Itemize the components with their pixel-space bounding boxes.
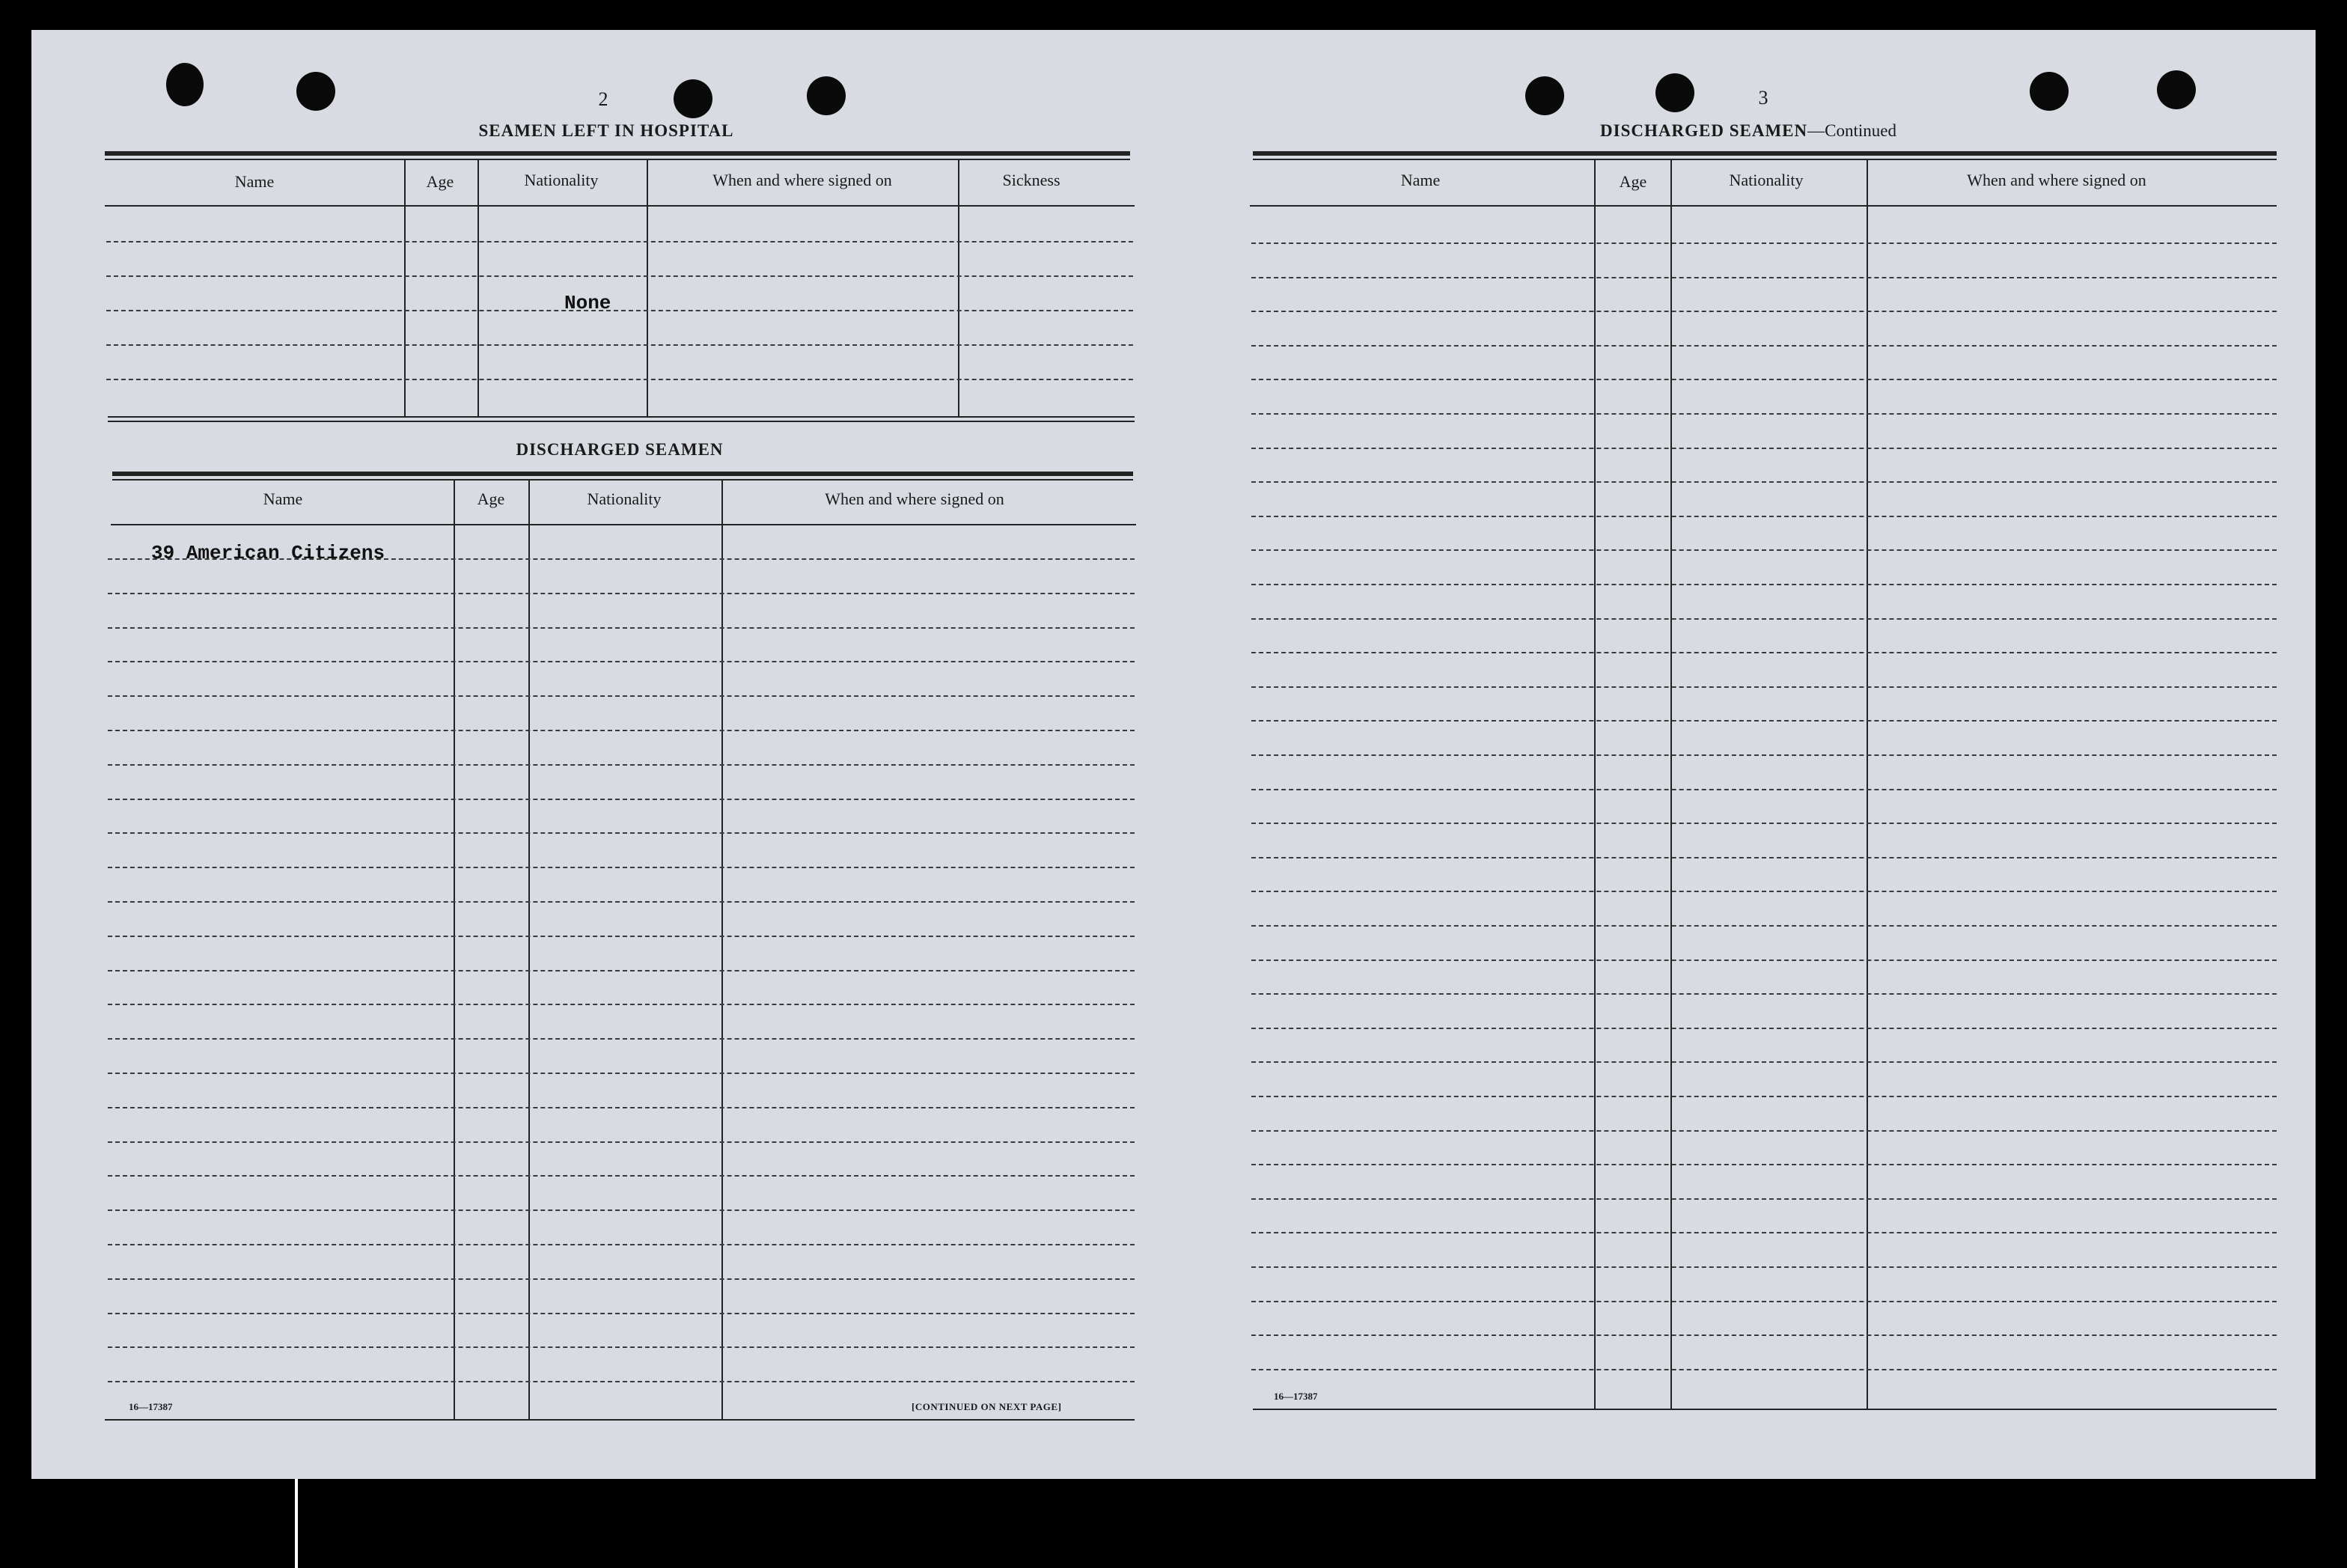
table-top-rule bbox=[1253, 151, 2277, 156]
ruled-line bbox=[1251, 1164, 2277, 1165]
form-number: 16—17387 bbox=[129, 1401, 173, 1412]
column-header-signed-on: When and where signed on bbox=[1967, 171, 2146, 189]
ruled-line bbox=[1251, 857, 2277, 858]
ruled-line bbox=[1251, 1096, 2277, 1097]
ruled-line bbox=[1251, 789, 2277, 790]
header-bottom-rule bbox=[1250, 205, 2277, 207]
ruled-line bbox=[108, 1175, 1135, 1177]
ruled-line bbox=[1251, 345, 2277, 347]
ruled-line bbox=[1251, 1198, 2277, 1200]
ruled-line bbox=[108, 661, 1135, 662]
ruled-line bbox=[1251, 618, 2277, 620]
table-top-rule bbox=[105, 159, 1130, 160]
punch-hole bbox=[2030, 72, 2069, 111]
punch-hole bbox=[296, 72, 335, 111]
ruled-line bbox=[1251, 925, 2277, 927]
ruled-line bbox=[106, 310, 1133, 311]
punch-hole bbox=[1525, 76, 1564, 115]
hospital-section-title: SEAMEN LEFT IN HOSPITAL bbox=[478, 121, 734, 140]
ruled-line bbox=[1251, 1130, 2277, 1132]
title-main: DISCHARGED SEAMEN bbox=[1600, 121, 1808, 140]
header-bottom-rule bbox=[111, 524, 1136, 525]
column-divider bbox=[1594, 159, 1596, 1410]
punch-hole bbox=[807, 76, 846, 115]
page-number: 2 bbox=[598, 88, 608, 110]
ruled-line bbox=[108, 832, 1135, 834]
page-number: 3 bbox=[1758, 87, 1768, 109]
column-divider bbox=[1867, 159, 1868, 1410]
punch-hole bbox=[166, 63, 204, 106]
column-header-name: Name bbox=[234, 172, 275, 191]
ruled-line bbox=[108, 764, 1135, 766]
ruled-line bbox=[1251, 1301, 2277, 1302]
column-header-nationality: Nationality bbox=[1729, 171, 1804, 189]
column-header-age: Age bbox=[1619, 172, 1647, 191]
ruled-line bbox=[108, 1107, 1135, 1108]
discharged-continued-title bbox=[1600, 121, 1896, 141]
scan-edge-mark bbox=[295, 1479, 298, 1568]
ruled-line bbox=[108, 970, 1135, 971]
ruled-line bbox=[1251, 891, 2277, 892]
ruled-line bbox=[1251, 1266, 2277, 1268]
table-bottom-rule bbox=[105, 1419, 1135, 1421]
document-scan bbox=[31, 30, 2316, 1479]
table-bottom-rule bbox=[108, 421, 1135, 422]
table-bottom-rule bbox=[108, 416, 1135, 418]
ruled-line bbox=[108, 867, 1135, 868]
column-header-signed-on: When and where signed on bbox=[825, 489, 1004, 508]
hospital-entry: None bbox=[564, 292, 611, 314]
ruled-line bbox=[108, 730, 1135, 731]
ruled-line bbox=[1251, 652, 2277, 653]
ruled-line bbox=[108, 1038, 1135, 1040]
table-top-rule bbox=[105, 151, 1130, 156]
column-header-name: Name bbox=[263, 489, 303, 508]
ruled-line bbox=[108, 1004, 1135, 1005]
discharged-section-title: DISCHARGED SEAMEN bbox=[516, 440, 724, 459]
column-header-name: Name bbox=[1400, 171, 1441, 189]
ruled-line bbox=[1251, 549, 2277, 551]
ruled-line bbox=[108, 627, 1135, 629]
ruled-line bbox=[108, 1381, 1135, 1382]
punch-hole bbox=[674, 79, 712, 118]
ruled-line bbox=[108, 1313, 1135, 1314]
column-header-sickness: Sickness bbox=[1002, 171, 1060, 189]
ruled-line bbox=[108, 901, 1135, 903]
column-header-age: Age bbox=[477, 489, 505, 508]
ruled-line bbox=[108, 1278, 1135, 1280]
ruled-line bbox=[108, 1141, 1135, 1143]
table-top-rule bbox=[112, 472, 1133, 476]
ruled-line bbox=[1251, 686, 2277, 688]
ruled-line bbox=[108, 1209, 1135, 1211]
ruled-line bbox=[1251, 1334, 2277, 1336]
ruled-line bbox=[1251, 1369, 2277, 1370]
column-header-signed-on: When and where signed on bbox=[712, 171, 892, 189]
ruled-line bbox=[1251, 993, 2277, 995]
column-divider bbox=[1670, 159, 1672, 1410]
column-header-age: Age bbox=[426, 172, 454, 191]
ruled-line bbox=[108, 936, 1135, 937]
column-header-nationality: Nationality bbox=[587, 489, 662, 508]
form-number: 16—17387 bbox=[1274, 1391, 1318, 1402]
punch-hole bbox=[1655, 73, 1694, 112]
ruled-line bbox=[108, 1073, 1135, 1074]
ruled-line bbox=[108, 1244, 1135, 1245]
ruled-line bbox=[106, 275, 1133, 277]
discharged-entry: 39 American Citizens bbox=[151, 542, 385, 564]
continued-note: [CONTINUED ON NEXT PAGE] bbox=[912, 1401, 1062, 1412]
ruled-line bbox=[1251, 311, 2277, 312]
ruled-line bbox=[1251, 379, 2277, 380]
table-top-rule bbox=[1253, 159, 2277, 160]
ruled-line bbox=[1251, 754, 2277, 756]
ruled-line bbox=[1251, 1028, 2277, 1029]
punch-hole bbox=[2157, 70, 2196, 109]
table-bottom-rule bbox=[1253, 1409, 2277, 1410]
header-bottom-rule bbox=[105, 205, 1135, 207]
ruled-line bbox=[1251, 1232, 2277, 1233]
ruled-line bbox=[106, 379, 1133, 380]
ruled-line bbox=[1251, 1061, 2277, 1063]
ruled-line bbox=[1251, 823, 2277, 824]
column-header-nationality: Nationality bbox=[524, 171, 599, 189]
ruled-line bbox=[108, 799, 1135, 800]
ruled-line bbox=[1251, 242, 2277, 244]
ruled-line bbox=[1251, 448, 2277, 449]
title-suffix: —Continued bbox=[1807, 121, 1896, 140]
ruled-line bbox=[108, 695, 1135, 697]
ruled-line bbox=[106, 241, 1133, 242]
ruled-line bbox=[106, 344, 1133, 346]
ruled-line bbox=[1251, 720, 2277, 722]
ruled-line bbox=[1251, 516, 2277, 517]
ruled-line bbox=[1251, 413, 2277, 415]
ruled-line bbox=[108, 593, 1135, 594]
ruled-line bbox=[1251, 277, 2277, 278]
ruled-line bbox=[1251, 584, 2277, 585]
ruled-line bbox=[1251, 960, 2277, 961]
table-top-rule bbox=[112, 479, 1133, 481]
ruled-line bbox=[108, 1346, 1135, 1348]
ruled-line bbox=[1251, 481, 2277, 483]
